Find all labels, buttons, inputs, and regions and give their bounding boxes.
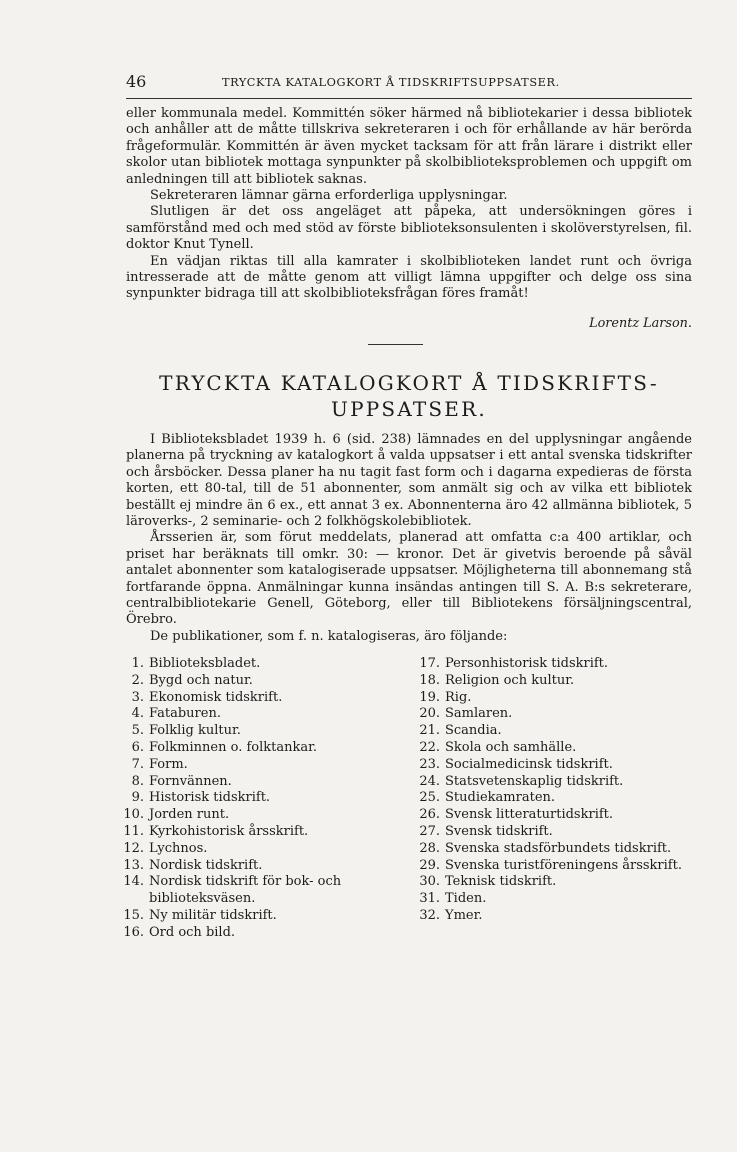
list-item-number: 8. — [131, 773, 144, 789]
list-item-number: 23. — [419, 756, 440, 772]
list-item-number: 14. — [123, 874, 144, 890]
list-item-number: 11. — [123, 823, 144, 839]
list-item — [122, 656, 389, 673]
publication-list-left — [122, 656, 389, 942]
list-item — [122, 858, 389, 875]
list-item — [122, 807, 389, 824]
list-item-number: 5. — [131, 723, 144, 739]
list-item-number: 6. — [131, 739, 144, 755]
list-item-title: Svensk tidskrift. — [445, 823, 553, 839]
list-item-title: Jorden runt. — [149, 807, 230, 823]
list-item-title: Studiekamraten. — [445, 790, 556, 806]
list-item-title: Svenska stadsförbundets tidskrift. — [445, 840, 672, 856]
list-item — [122, 673, 389, 690]
intro-paragraph: Slutligen är det oss angeläget att påpeka, att undersökningen göres i samförstånd med och med stöd av förste biblioteksonsulenten i skolöverstyrelsen, fil. doktor Knut Tynell. — [126, 204, 692, 253]
section-paragraph: I Biblioteksbladet 1939 h. 6 (sid. 238) lämnades en del upplysningar angående planerna på tryckning av katalogkort å valda uppsatser i ett antal svenska tidskrifter och årsböcker. Dessa planer ha nu tagit fast form och i dagarna expedieras de första korten, ett 80-tal, till de 51 abonnenter, som anmält sig och av vilka ett bibliotek beställt ej mindre än 6 ex., ett annat 3 ex. Abonnenterna äro 42 allmänna bibliotek, 5 läroverks-, 2 seminarie- och 2 folkhögskolebibliotek. — [126, 432, 692, 530]
list-item — [122, 874, 389, 908]
list-item-number: 21. — [419, 723, 440, 739]
list-item-number: 22. — [419, 739, 440, 755]
intro-text — [126, 106, 692, 303]
list-item-title: Ny militär tidskrift. — [149, 907, 277, 923]
list-item — [122, 774, 389, 791]
list-item-number: 16. — [123, 924, 144, 940]
list-item-title: Socialmedicinsk tidskrift. — [445, 756, 613, 772]
list-item — [418, 740, 737, 757]
list-item — [122, 925, 389, 942]
list-item-number: 1. — [131, 656, 144, 671]
list-item-title: Kyrkohistorisk årsskrift. — [149, 823, 309, 839]
list-item — [418, 690, 737, 707]
list-item — [418, 706, 737, 723]
list-item — [418, 908, 737, 925]
list-item-number: 13. — [123, 857, 144, 873]
list-item-number: 12. — [123, 840, 144, 856]
intro-paragraph: Sekreteraren lämnar gärna erforderliga upplysningar. — [150, 188, 508, 204]
list-item — [122, 723, 389, 740]
signature: Lorentz Larson. — [589, 316, 692, 331]
list-item-number: 29. — [419, 857, 440, 873]
list-item-number: 28. — [419, 840, 440, 856]
list-item-number: 25. — [419, 790, 440, 806]
list-item — [122, 740, 389, 757]
list-item-number: 4. — [131, 706, 144, 722]
list-item-title: Personhistorisk tidskrift. — [445, 656, 609, 671]
list-item — [122, 790, 389, 807]
list-item-title: Lychnos. — [149, 840, 208, 856]
section-heading-line2: UPPSATSER. — [331, 397, 487, 421]
list-item-title: Svenska turistföreningens årsskrift. — [445, 857, 682, 873]
section-heading — [126, 370, 692, 422]
list-item-title: Folkminnen o. folktankar. — [149, 739, 318, 755]
list-item-number: 19. — [419, 689, 440, 705]
list-item-number: 3. — [131, 689, 144, 705]
list-item — [418, 874, 737, 891]
running-title: TRYCKTA KATALOGKORT Å TIDSKRIFTSUPPSATSER. — [222, 76, 560, 89]
list-item-number: 24. — [419, 773, 440, 789]
list-item — [418, 673, 737, 690]
section-paragraph: De publikationer, som f. n. katalogiseras, äro följande: — [150, 628, 508, 644]
list-item-number: 15. — [123, 907, 144, 923]
list-item — [418, 656, 737, 673]
intro-paragraph: En vädjan riktas till alla kamrater i skolbiblioteken landet runt och övriga intresserade att de måtte genom att villigt lämna uppgifter och delge oss sina synpunkter bidraga till att skolbiblioteksfrågan föres framåt! — [126, 253, 692, 302]
page-header — [126, 72, 692, 99]
list-item-title: Ymer. — [445, 907, 483, 923]
publication-list-right — [418, 656, 737, 925]
list-item — [418, 858, 737, 875]
list-item-number: 17. — [419, 656, 440, 671]
list-item-number: 2. — [131, 672, 144, 688]
list-item-title: Form. — [149, 756, 188, 772]
list-item-title: Scandia. — [445, 723, 502, 739]
section-divider — [368, 344, 423, 345]
list-item-number: 26. — [419, 807, 440, 823]
list-item-title: Skola och samhälle. — [445, 739, 577, 755]
list-item-title: Folklig kultur. — [149, 723, 241, 739]
list-item — [122, 841, 389, 858]
list-item-title: Religion och kultur. — [445, 672, 575, 688]
list-item — [418, 723, 737, 740]
list-item-number: 32. — [419, 907, 440, 923]
list-item-number: 20. — [419, 706, 440, 722]
list-item-number: 27. — [419, 823, 440, 839]
list-item — [122, 690, 389, 707]
page-number: 46 — [126, 72, 147, 91]
list-item — [418, 774, 737, 791]
list-item — [122, 757, 389, 774]
list-item-title: Svensk litteraturtidskrift. — [445, 807, 614, 823]
list-item — [418, 841, 737, 858]
list-item — [122, 824, 389, 841]
list-item — [122, 908, 389, 925]
list-item-number: 18. — [419, 672, 440, 688]
list-item-title: Teknisk tidskrift. — [445, 874, 557, 890]
list-item-title: Samlaren. — [445, 706, 513, 722]
list-item — [418, 757, 737, 774]
list-item-title: Rig. — [445, 689, 472, 705]
list-item-title: Nordisk tidskrift. — [149, 857, 263, 873]
section-heading-line1: TRYCKTA KATALOGKORT Å TIDSKRIFTS- — [159, 371, 659, 395]
section-body — [126, 432, 692, 645]
list-item-title: Nordisk tidskrift för bok- och biblioteksväsen. — [149, 874, 342, 907]
list-item-number: 31. — [419, 891, 440, 907]
list-item — [418, 824, 737, 841]
list-item — [418, 790, 737, 807]
list-item-title: Bygd och natur. — [149, 672, 253, 688]
list-item-title: Statsvetenskaplig tidskrift. — [445, 773, 624, 789]
list-item-title: Historisk tidskrift. — [149, 790, 271, 806]
list-item-title: Fataburen. — [149, 706, 221, 722]
list-item-number: 9. — [131, 790, 144, 806]
list-item-title: Ekonomisk tidskrift. — [149, 689, 283, 705]
list-item — [418, 807, 737, 824]
list-item — [418, 891, 737, 908]
list-item-number: 10. — [123, 807, 144, 823]
list-item-title: Ord och bild. — [149, 924, 236, 940]
list-item-number: 30. — [419, 874, 440, 890]
intro-paragraph: eller kommunala medel. Kommittén söker härmed nå bibliotekarier i dessa bibliotek och anhåller att de måtte tillskriva sekreteraren i och för erhållande av här berörda frågeformulär. Kommittén är även mycket tacksam för att från lärare i distrikt eller skolor utan bibliotek mottaga synpunkter på skolbiblioteksproblemen och uppgift om anledningen till att bibliotek saknas. — [126, 106, 692, 187]
list-item-title: Fornvännen. — [149, 773, 232, 789]
list-item-number: 7. — [131, 756, 144, 772]
list-item-title: Tiden. — [445, 891, 487, 907]
list-item-title: Biblioteksbladet. — [149, 656, 261, 671]
section-paragraph: Årsserien är, som förut meddelats, planerad att omfatta c:a 400 artiklar, och priset har beräknats till omkr. 30: — kronor. Det är givetvis beroende på såväl antalet abonnenter som katalogiserade uppsatser. Möjligheterna till abonnemang stå fortfarande öppna. Anmälningar kunna insändas antingen till S. A. B:s sekreterare, centralbibliotekarie Genell, Göteborg, eller till Bibliotekens försäljningscentral, Örebro. — [126, 530, 692, 628]
list-item — [122, 706, 389, 723]
